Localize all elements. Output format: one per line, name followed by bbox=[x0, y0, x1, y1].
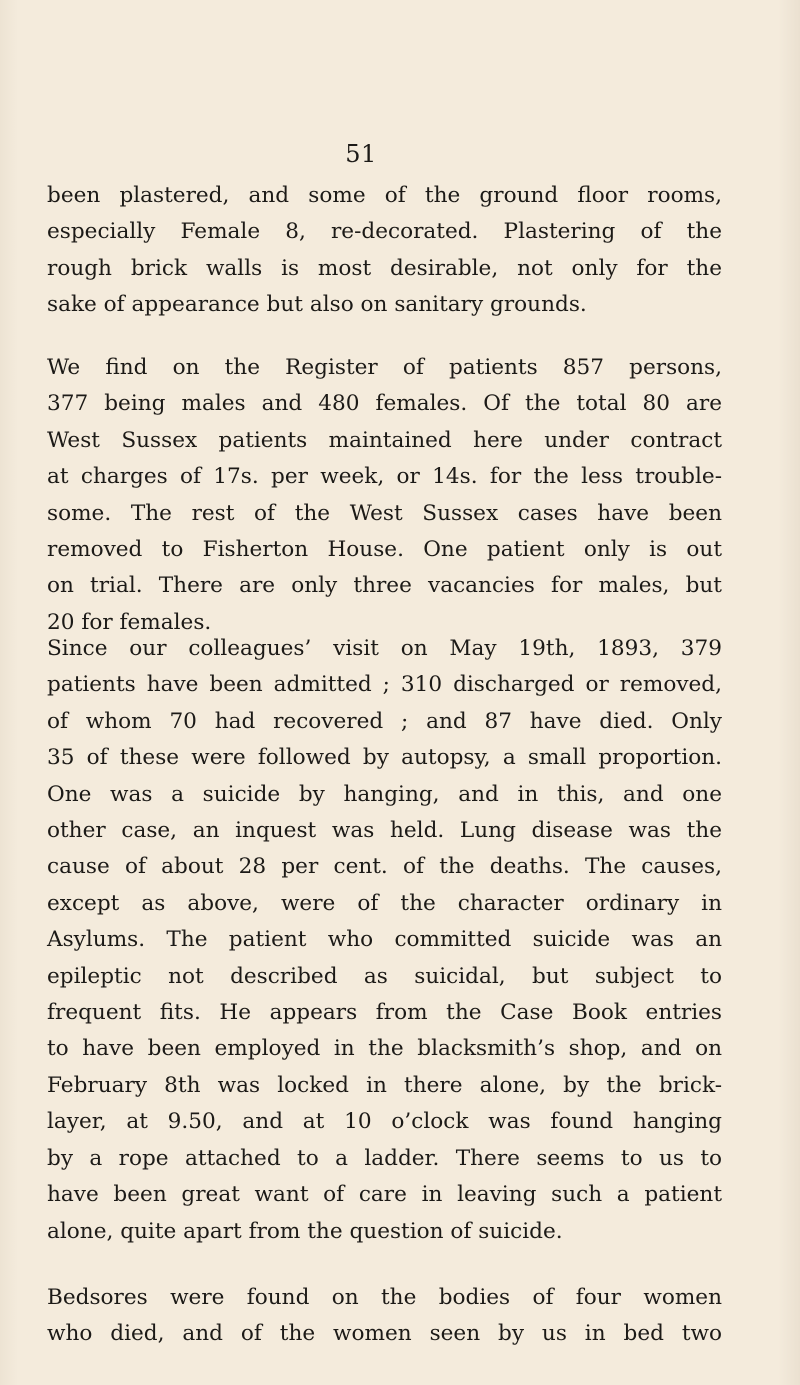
text-line: rough brick walls is most desirable, not only for the bbox=[47, 255, 722, 281]
text-line: Bedsores were found on the bodies of four women bbox=[47, 1285, 722, 1310]
text-line: West Sussex patients maintained here under contract bbox=[47, 427, 722, 453]
text-line: on trial. There are only three vacancies for males, but bbox=[47, 573, 722, 599]
page-number: 51 bbox=[345, 140, 377, 168]
text-line: by a rope attached to a ladder. There seems to us to bbox=[47, 1145, 722, 1171]
text-line: some. The rest of the West Sussex cases have been bbox=[47, 500, 722, 526]
text-line: 377 being males and 480 females. Of the total 80 are bbox=[47, 391, 722, 417]
text-line: to have been employed in the blacksmith’s shop, and on bbox=[47, 1036, 722, 1062]
text-line: 35 of these were followed by autopsy, a small proportion. bbox=[47, 745, 722, 771]
text-line: have been great want of care in leaving such a patient bbox=[47, 1182, 722, 1208]
text-line: been plastered, and some of the ground floor rooms, bbox=[47, 183, 722, 208]
text-line: of whom 70 had recovered ; and 87 have died. Only bbox=[47, 708, 722, 734]
paragraph-admissions-deaths bbox=[47, 631, 722, 1250]
text-line: One was a suicide by hanging, and in this, and one bbox=[47, 781, 722, 807]
text-line: who died, and of the women seen by us in bed two bbox=[47, 1321, 722, 1347]
paragraph-bedsores bbox=[47, 1280, 722, 1353]
text-line: cause of about 28 per cent. of the deaths. The causes, bbox=[47, 854, 722, 880]
paragraph-plastering bbox=[47, 178, 722, 324]
text-line: February 8th was locked in there alone, by the brick- bbox=[47, 1072, 722, 1098]
text-line: frequent fits. He appears from the Case Book entries bbox=[47, 1000, 722, 1026]
text-line: layer, at 9.50, and at 10 o’clock was found hanging bbox=[47, 1109, 722, 1135]
paragraph-register bbox=[47, 350, 722, 641]
text-line: patients have been admitted ; 310 discharged or removed, bbox=[47, 672, 722, 698]
text-line: especially Female 8, re-decorated. Plastering of the bbox=[47, 219, 722, 245]
text-line: sake of appearance but also on sanitary grounds. bbox=[47, 292, 587, 318]
text-line: Asylums. The patient who committed suicide was an bbox=[47, 927, 722, 953]
text-line: removed to Fisherton House. One patient only is out bbox=[47, 537, 722, 563]
text-line: 20 for females. bbox=[47, 609, 212, 635]
text-line: at charges of 17s. per week, or 14s. for the less trouble- bbox=[47, 464, 722, 490]
text-line: other case, an inquest was held. Lung disease was the bbox=[47, 818, 722, 844]
text-line: We find on the Register of patients 857 persons, bbox=[47, 355, 722, 380]
text-line: alone, quite apart from the question of suicide. bbox=[47, 1218, 563, 1244]
text-line: except as above, were of the character ordinary in bbox=[47, 890, 722, 916]
text-line: epileptic not described as suicidal, but subject to bbox=[47, 963, 722, 989]
text-line: Since our colleagues’ visit on May 19th, 1893, 379 bbox=[47, 636, 722, 661]
